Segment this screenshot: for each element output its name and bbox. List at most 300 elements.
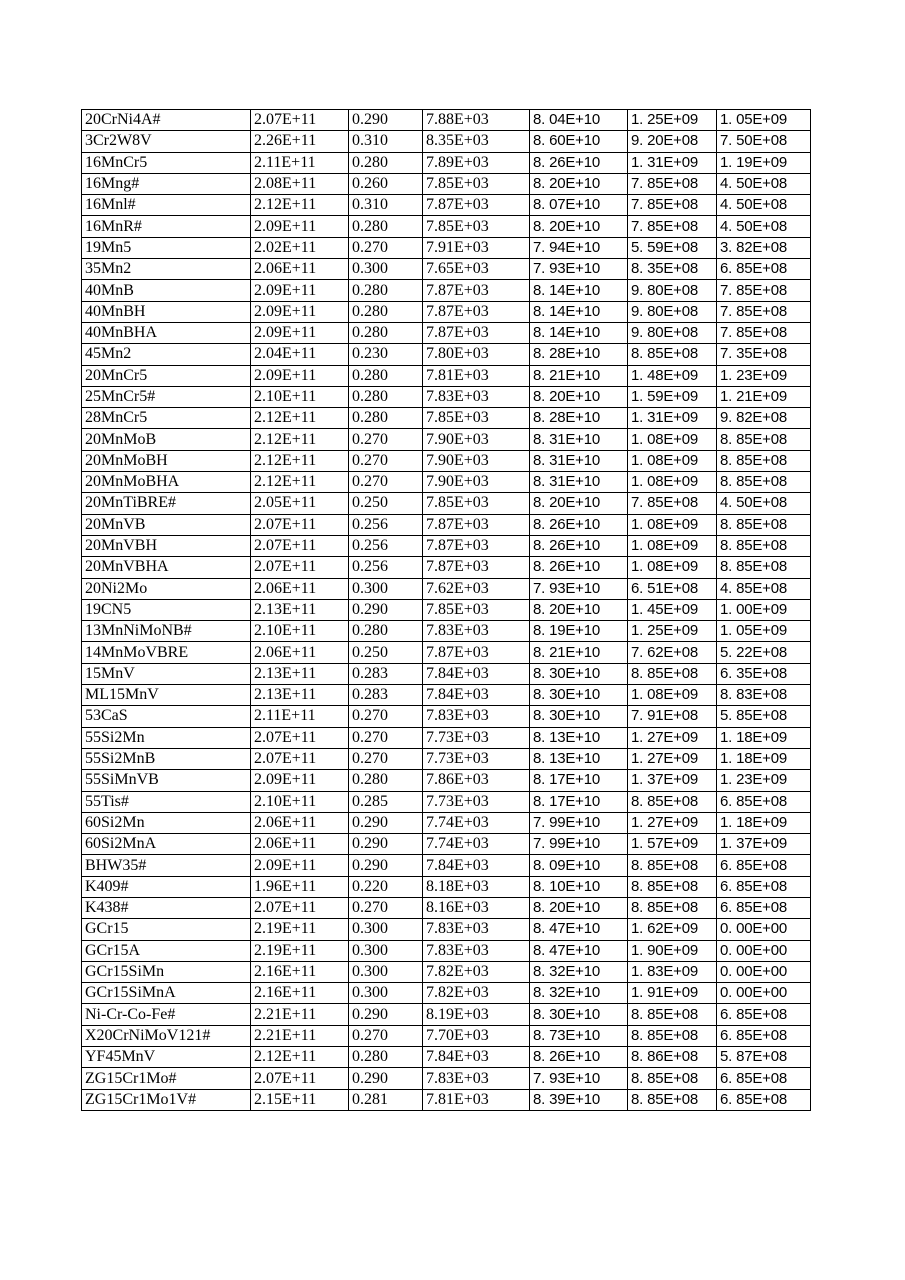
poisson-ratio-cell: 0.250 <box>349 493 423 514</box>
elastic-modulus-cell: 2.07E+11 <box>251 1068 349 1089</box>
elastic-modulus-cell: 2.11E+11 <box>251 152 349 173</box>
elastic-modulus-cell: 2.12E+11 <box>251 195 349 216</box>
material-grade-cell: 20MnTiBRE# <box>82 493 251 514</box>
yield-strength-cell: 1. 23E+09 <box>717 770 811 791</box>
yield-strength-cell: 0. 00E+00 <box>717 983 811 1004</box>
elastic-modulus-cell: 2.09E+11 <box>251 365 349 386</box>
density-cell: 7.83E+03 <box>423 386 530 407</box>
table-row <box>82 408 811 429</box>
poisson-ratio-cell: 0.270 <box>349 727 423 748</box>
yield-strength-cell: 1. 18E+09 <box>717 727 811 748</box>
density-cell: 7.85E+03 <box>423 216 530 237</box>
tensile-strength-cell: 8. 85E+08 <box>628 1089 717 1110</box>
density-cell: 7.85E+03 <box>423 493 530 514</box>
material-grade-cell: Ni-Cr-Co-Fe# <box>82 1004 251 1025</box>
density-cell: 7.62E+03 <box>423 578 530 599</box>
material-grade-cell: 20MnMoB <box>82 429 251 450</box>
poisson-ratio-cell: 0.256 <box>349 535 423 556</box>
table-row <box>82 216 811 237</box>
yield-strength-cell: 6. 35E+08 <box>717 663 811 684</box>
shear-modulus-cell: 8. 14E+10 <box>530 322 628 343</box>
elastic-modulus-cell: 2.09E+11 <box>251 216 349 237</box>
shear-modulus-cell: 8. 32E+10 <box>530 961 628 982</box>
table-row <box>82 621 811 642</box>
material-grade-cell: 40MnBHA <box>82 322 251 343</box>
poisson-ratio-cell: 0.256 <box>349 557 423 578</box>
poisson-ratio-cell: 0.280 <box>349 770 423 791</box>
material-grade-cell: 55SiMnVB <box>82 770 251 791</box>
yield-strength-cell: 1. 18E+09 <box>717 748 811 769</box>
yield-strength-cell: 1. 19E+09 <box>717 152 811 173</box>
shear-modulus-cell: 8. 19E+10 <box>530 621 628 642</box>
poisson-ratio-cell: 0.290 <box>349 1004 423 1025</box>
material-grade-cell: 13MnNiMoNB# <box>82 621 251 642</box>
shear-modulus-cell: 8. 28E+10 <box>530 344 628 365</box>
table-body <box>82 110 811 1111</box>
poisson-ratio-cell: 0.290 <box>349 855 423 876</box>
poisson-ratio-cell: 0.280 <box>349 301 423 322</box>
material-grade-cell: YF45MnV <box>82 1047 251 1068</box>
table-row <box>82 472 811 493</box>
density-cell: 7.83E+03 <box>423 919 530 940</box>
tensile-strength-cell: 1. 08E+09 <box>628 685 717 706</box>
table-row <box>82 897 811 918</box>
table-row <box>82 706 811 727</box>
poisson-ratio-cell: 0.290 <box>349 1068 423 1089</box>
shear-modulus-cell: 8. 30E+10 <box>530 685 628 706</box>
poisson-ratio-cell: 0.270 <box>349 237 423 258</box>
table-row <box>82 727 811 748</box>
poisson-ratio-cell: 0.230 <box>349 344 423 365</box>
poisson-ratio-cell: 0.310 <box>349 195 423 216</box>
shear-modulus-cell: 8. 26E+10 <box>530 535 628 556</box>
shear-modulus-cell: 8. 17E+10 <box>530 791 628 812</box>
density-cell: 7.87E+03 <box>423 557 530 578</box>
poisson-ratio-cell: 0.300 <box>349 919 423 940</box>
elastic-modulus-cell: 2.12E+11 <box>251 429 349 450</box>
poisson-ratio-cell: 0.300 <box>349 961 423 982</box>
tensile-strength-cell: 1. 83E+09 <box>628 961 717 982</box>
yield-strength-cell: 7. 85E+08 <box>717 301 811 322</box>
elastic-modulus-cell: 2.08E+11 <box>251 173 349 194</box>
density-cell: 7.90E+03 <box>423 450 530 471</box>
shear-modulus-cell: 8. 26E+10 <box>530 514 628 535</box>
tensile-strength-cell: 7. 85E+08 <box>628 216 717 237</box>
table-row <box>82 770 811 791</box>
tensile-strength-cell: 1. 37E+09 <box>628 770 717 791</box>
tensile-strength-cell: 1. 59E+09 <box>628 386 717 407</box>
material-grade-cell: 25MnCr5# <box>82 386 251 407</box>
material-grade-cell: ML15MnV <box>82 685 251 706</box>
material-grade-cell: BHW35# <box>82 855 251 876</box>
tensile-strength-cell: 8. 85E+08 <box>628 791 717 812</box>
shear-modulus-cell: 8. 39E+10 <box>530 1089 628 1110</box>
poisson-ratio-cell: 0.270 <box>349 706 423 727</box>
density-cell: 7.84E+03 <box>423 1047 530 1068</box>
poisson-ratio-cell: 0.280 <box>349 216 423 237</box>
density-cell: 7.82E+03 <box>423 961 530 982</box>
table-row <box>82 152 811 173</box>
table-row <box>82 834 811 855</box>
table-row <box>82 748 811 769</box>
shear-modulus-cell: 8. 26E+10 <box>530 1047 628 1068</box>
elastic-modulus-cell: 2.21E+11 <box>251 1025 349 1046</box>
tensile-strength-cell: 1. 08E+09 <box>628 429 717 450</box>
tensile-strength-cell: 8. 85E+08 <box>628 855 717 876</box>
yield-strength-cell: 8. 85E+08 <box>717 450 811 471</box>
tensile-strength-cell: 8. 85E+08 <box>628 344 717 365</box>
tensile-strength-cell: 8. 85E+08 <box>628 663 717 684</box>
yield-strength-cell: 9. 82E+08 <box>717 408 811 429</box>
shear-modulus-cell: 7. 94E+10 <box>530 237 628 258</box>
shear-modulus-cell: 8. 47E+10 <box>530 919 628 940</box>
tensile-strength-cell: 1. 91E+09 <box>628 983 717 1004</box>
elastic-modulus-cell: 2.15E+11 <box>251 1089 349 1110</box>
elastic-modulus-cell: 2.07E+11 <box>251 727 349 748</box>
tensile-strength-cell: 9. 80E+08 <box>628 301 717 322</box>
density-cell: 7.83E+03 <box>423 1068 530 1089</box>
yield-strength-cell: 1. 18E+09 <box>717 812 811 833</box>
poisson-ratio-cell: 0.290 <box>349 599 423 620</box>
tensile-strength-cell: 7. 91E+08 <box>628 706 717 727</box>
tensile-strength-cell: 1. 31E+09 <box>628 152 717 173</box>
table-row <box>82 1068 811 1089</box>
shear-modulus-cell: 8. 21E+10 <box>530 365 628 386</box>
shear-modulus-cell: 7. 93E+10 <box>530 259 628 280</box>
table-row <box>82 642 811 663</box>
poisson-ratio-cell: 0.270 <box>349 429 423 450</box>
shear-modulus-cell: 8. 26E+10 <box>530 152 628 173</box>
tensile-strength-cell: 1. 25E+09 <box>628 621 717 642</box>
yield-strength-cell: 7. 35E+08 <box>717 344 811 365</box>
material-grade-cell: X20CrNiMoV121# <box>82 1025 251 1046</box>
yield-strength-cell: 0. 00E+00 <box>717 919 811 940</box>
shear-modulus-cell: 8. 20E+10 <box>530 173 628 194</box>
material-grade-cell: 16Mnl# <box>82 195 251 216</box>
material-grade-cell: GCr15 <box>82 919 251 940</box>
poisson-ratio-cell: 0.270 <box>349 897 423 918</box>
material-grade-cell: 40MnB <box>82 280 251 301</box>
poisson-ratio-cell: 0.280 <box>349 408 423 429</box>
material-grade-cell: 19CN5 <box>82 599 251 620</box>
tensile-strength-cell: 1. 45E+09 <box>628 599 717 620</box>
table-row <box>82 386 811 407</box>
yield-strength-cell: 1. 37E+09 <box>717 834 811 855</box>
density-cell: 7.88E+03 <box>423 110 530 131</box>
yield-strength-cell: 1. 05E+09 <box>717 621 811 642</box>
shear-modulus-cell: 8. 31E+10 <box>530 429 628 450</box>
density-cell: 7.65E+03 <box>423 259 530 280</box>
density-cell: 7.84E+03 <box>423 663 530 684</box>
poisson-ratio-cell: 0.283 <box>349 685 423 706</box>
yield-strength-cell: 8. 85E+08 <box>717 535 811 556</box>
table-row <box>82 301 811 322</box>
table-row <box>82 855 811 876</box>
shear-modulus-cell: 8. 10E+10 <box>530 876 628 897</box>
shear-modulus-cell: 7. 93E+10 <box>530 578 628 599</box>
tensile-strength-cell: 8. 85E+08 <box>628 1004 717 1025</box>
yield-strength-cell: 8. 85E+08 <box>717 557 811 578</box>
yield-strength-cell: 5. 85E+08 <box>717 706 811 727</box>
yield-strength-cell: 4. 50E+08 <box>717 216 811 237</box>
table-row <box>82 1025 811 1046</box>
density-cell: 8.18E+03 <box>423 876 530 897</box>
poisson-ratio-cell: 0.300 <box>349 259 423 280</box>
material-grade-cell: 16MnCr5 <box>82 152 251 173</box>
yield-strength-cell: 6. 85E+08 <box>717 791 811 812</box>
tensile-strength-cell: 1. 25E+09 <box>628 110 717 131</box>
tensile-strength-cell: 5. 59E+08 <box>628 237 717 258</box>
shear-modulus-cell: 8. 21E+10 <box>530 642 628 663</box>
poisson-ratio-cell: 0.300 <box>349 940 423 961</box>
poisson-ratio-cell: 0.280 <box>349 621 423 642</box>
material-grade-cell: 55Tis# <box>82 791 251 812</box>
density-cell: 7.81E+03 <box>423 1089 530 1110</box>
tensile-strength-cell: 1. 08E+09 <box>628 514 717 535</box>
yield-strength-cell: 4. 50E+08 <box>717 173 811 194</box>
material-grade-cell: 60Si2Mn <box>82 812 251 833</box>
material-grade-cell: 55Si2MnB <box>82 748 251 769</box>
elastic-modulus-cell: 2.09E+11 <box>251 280 349 301</box>
elastic-modulus-cell: 2.13E+11 <box>251 599 349 620</box>
shear-modulus-cell: 8. 09E+10 <box>530 855 628 876</box>
yield-strength-cell: 6. 85E+08 <box>717 1089 811 1110</box>
yield-strength-cell: 8. 83E+08 <box>717 685 811 706</box>
yield-strength-cell: 4. 85E+08 <box>717 578 811 599</box>
elastic-modulus-cell: 2.07E+11 <box>251 748 349 769</box>
density-cell: 7.83E+03 <box>423 621 530 642</box>
elastic-modulus-cell: 2.19E+11 <box>251 919 349 940</box>
shear-modulus-cell: 8. 47E+10 <box>530 940 628 961</box>
material-grade-cell: GCr15SiMn <box>82 961 251 982</box>
density-cell: 7.85E+03 <box>423 173 530 194</box>
tensile-strength-cell: 1. 90E+09 <box>628 940 717 961</box>
material-grade-cell: 20MnCr5 <box>82 365 251 386</box>
shear-modulus-cell: 8. 28E+10 <box>530 408 628 429</box>
poisson-ratio-cell: 0.270 <box>349 472 423 493</box>
shear-modulus-cell: 8. 14E+10 <box>530 280 628 301</box>
table-row <box>82 344 811 365</box>
table-row <box>82 110 811 131</box>
density-cell: 7.90E+03 <box>423 429 530 450</box>
yield-strength-cell: 6. 85E+08 <box>717 855 811 876</box>
yield-strength-cell: 4. 50E+08 <box>717 195 811 216</box>
material-grade-cell: 20MnVB <box>82 514 251 535</box>
poisson-ratio-cell: 0.260 <box>349 173 423 194</box>
elastic-modulus-cell: 2.07E+11 <box>251 535 349 556</box>
poisson-ratio-cell: 0.270 <box>349 1025 423 1046</box>
poisson-ratio-cell: 0.280 <box>349 152 423 173</box>
yield-strength-cell: 0. 00E+00 <box>717 940 811 961</box>
tensile-strength-cell: 1. 27E+09 <box>628 727 717 748</box>
elastic-modulus-cell: 2.06E+11 <box>251 259 349 280</box>
elastic-modulus-cell: 2.19E+11 <box>251 940 349 961</box>
shear-modulus-cell: 7. 99E+10 <box>530 812 628 833</box>
table-row <box>82 450 811 471</box>
shear-modulus-cell: 8. 13E+10 <box>530 727 628 748</box>
tensile-strength-cell: 1. 27E+09 <box>628 812 717 833</box>
poisson-ratio-cell: 0.280 <box>349 1047 423 1068</box>
poisson-ratio-cell: 0.280 <box>349 386 423 407</box>
tensile-strength-cell: 7. 85E+08 <box>628 493 717 514</box>
poisson-ratio-cell: 0.256 <box>349 514 423 535</box>
yield-strength-cell: 6. 85E+08 <box>717 259 811 280</box>
elastic-modulus-cell: 2.11E+11 <box>251 706 349 727</box>
density-cell: 7.87E+03 <box>423 642 530 663</box>
tensile-strength-cell: 1. 08E+09 <box>628 557 717 578</box>
elastic-modulus-cell: 2.13E+11 <box>251 685 349 706</box>
tensile-strength-cell: 1. 08E+09 <box>628 535 717 556</box>
yield-strength-cell: 8. 85E+08 <box>717 429 811 450</box>
poisson-ratio-cell: 0.220 <box>349 876 423 897</box>
material-properties-table <box>81 109 811 1111</box>
elastic-modulus-cell: 2.10E+11 <box>251 791 349 812</box>
shear-modulus-cell: 8. 20E+10 <box>530 216 628 237</box>
tensile-strength-cell: 1. 48E+09 <box>628 365 717 386</box>
density-cell: 7.83E+03 <box>423 706 530 727</box>
table-row <box>82 131 811 152</box>
table-row <box>82 919 811 940</box>
shear-modulus-cell: 8. 31E+10 <box>530 450 628 471</box>
shear-modulus-cell: 8. 30E+10 <box>530 663 628 684</box>
table-row <box>82 365 811 386</box>
density-cell: 7.87E+03 <box>423 322 530 343</box>
material-grade-cell: GCr15A <box>82 940 251 961</box>
material-grade-cell: 60Si2MnA <box>82 834 251 855</box>
density-cell: 7.87E+03 <box>423 514 530 535</box>
poisson-ratio-cell: 0.285 <box>349 791 423 812</box>
density-cell: 8.35E+03 <box>423 131 530 152</box>
yield-strength-cell: 1. 21E+09 <box>717 386 811 407</box>
shear-modulus-cell: 8. 60E+10 <box>530 131 628 152</box>
table-row <box>82 429 811 450</box>
elastic-modulus-cell: 2.21E+11 <box>251 1004 349 1025</box>
shear-modulus-cell: 8. 31E+10 <box>530 472 628 493</box>
density-cell: 7.85E+03 <box>423 408 530 429</box>
yield-strength-cell: 3. 82E+08 <box>717 237 811 258</box>
poisson-ratio-cell: 0.300 <box>349 983 423 1004</box>
poisson-ratio-cell: 0.270 <box>349 748 423 769</box>
shear-modulus-cell: 8. 30E+10 <box>530 1004 628 1025</box>
elastic-modulus-cell: 2.12E+11 <box>251 408 349 429</box>
density-cell: 7.80E+03 <box>423 344 530 365</box>
material-grade-cell: ZG15Cr1Mo1V# <box>82 1089 251 1110</box>
shear-modulus-cell: 8. 13E+10 <box>530 748 628 769</box>
material-grade-cell: 19Mn5 <box>82 237 251 258</box>
material-grade-cell: 3Cr2W8V <box>82 131 251 152</box>
yield-strength-cell: 0. 00E+00 <box>717 961 811 982</box>
table-row <box>82 280 811 301</box>
tensile-strength-cell: 9. 20E+08 <box>628 131 717 152</box>
material-grade-cell: 16MnR# <box>82 216 251 237</box>
table-row <box>82 1004 811 1025</box>
shear-modulus-cell: 8. 07E+10 <box>530 195 628 216</box>
table-row <box>82 259 811 280</box>
material-grade-cell: 35Mn2 <box>82 259 251 280</box>
tensile-strength-cell: 9. 80E+08 <box>628 322 717 343</box>
tensile-strength-cell: 7. 62E+08 <box>628 642 717 663</box>
material-grade-cell: 40MnBH <box>82 301 251 322</box>
elastic-modulus-cell: 2.10E+11 <box>251 621 349 642</box>
density-cell: 7.85E+03 <box>423 599 530 620</box>
yield-strength-cell: 6. 85E+08 <box>717 1068 811 1089</box>
table-row <box>82 535 811 556</box>
table-row <box>82 791 811 812</box>
density-cell: 7.89E+03 <box>423 152 530 173</box>
material-grade-cell: 20MnMoBH <box>82 450 251 471</box>
yield-strength-cell: 4. 50E+08 <box>717 493 811 514</box>
material-grade-cell: K409# <box>82 876 251 897</box>
poisson-ratio-cell: 0.290 <box>349 110 423 131</box>
elastic-modulus-cell: 2.26E+11 <box>251 131 349 152</box>
table-row <box>82 599 811 620</box>
table-row <box>82 493 811 514</box>
yield-strength-cell: 5. 22E+08 <box>717 642 811 663</box>
tensile-strength-cell: 1. 27E+09 <box>628 748 717 769</box>
table-row <box>82 322 811 343</box>
tensile-strength-cell: 8. 85E+08 <box>628 876 717 897</box>
yield-strength-cell: 6. 85E+08 <box>717 1004 811 1025</box>
density-cell: 7.84E+03 <box>423 685 530 706</box>
material-grade-cell: 20MnVBH <box>82 535 251 556</box>
table-row <box>82 514 811 535</box>
elastic-modulus-cell: 2.05E+11 <box>251 493 349 514</box>
tensile-strength-cell: 8. 35E+08 <box>628 259 717 280</box>
poisson-ratio-cell: 0.281 <box>349 1089 423 1110</box>
shear-modulus-cell: 8. 73E+10 <box>530 1025 628 1046</box>
poisson-ratio-cell: 0.290 <box>349 834 423 855</box>
tensile-strength-cell: 7. 85E+08 <box>628 173 717 194</box>
density-cell: 7.73E+03 <box>423 748 530 769</box>
elastic-modulus-cell: 2.12E+11 <box>251 1047 349 1068</box>
density-cell: 8.16E+03 <box>423 897 530 918</box>
elastic-modulus-cell: 2.10E+11 <box>251 386 349 407</box>
poisson-ratio-cell: 0.280 <box>349 322 423 343</box>
poisson-ratio-cell: 0.290 <box>349 812 423 833</box>
yield-strength-cell: 1. 00E+09 <box>717 599 811 620</box>
tensile-strength-cell: 1. 31E+09 <box>628 408 717 429</box>
elastic-modulus-cell: 2.06E+11 <box>251 642 349 663</box>
elastic-modulus-cell: 2.04E+11 <box>251 344 349 365</box>
elastic-modulus-cell: 2.16E+11 <box>251 961 349 982</box>
material-grade-cell: GCr15SiMnA <box>82 983 251 1004</box>
density-cell: 7.87E+03 <box>423 535 530 556</box>
elastic-modulus-cell: 2.07E+11 <box>251 557 349 578</box>
tensile-strength-cell: 9. 80E+08 <box>628 280 717 301</box>
yield-strength-cell: 8. 85E+08 <box>717 514 811 535</box>
poisson-ratio-cell: 0.250 <box>349 642 423 663</box>
shear-modulus-cell: 8. 20E+10 <box>530 897 628 918</box>
elastic-modulus-cell: 2.09E+11 <box>251 301 349 322</box>
material-grade-cell: ZG15Cr1Mo# <box>82 1068 251 1089</box>
yield-strength-cell: 6. 85E+08 <box>717 876 811 897</box>
density-cell: 7.87E+03 <box>423 280 530 301</box>
density-cell: 7.70E+03 <box>423 1025 530 1046</box>
material-grade-cell: 20MnMoBHA <box>82 472 251 493</box>
tensile-strength-cell: 1. 62E+09 <box>628 919 717 940</box>
poisson-ratio-cell: 0.283 <box>349 663 423 684</box>
shear-modulus-cell: 8. 32E+10 <box>530 983 628 1004</box>
shear-modulus-cell: 7. 93E+10 <box>530 1068 628 1089</box>
material-grade-cell: 20MnVBHA <box>82 557 251 578</box>
table-row <box>82 940 811 961</box>
density-cell: 7.73E+03 <box>423 727 530 748</box>
density-cell: 7.86E+03 <box>423 770 530 791</box>
elastic-modulus-cell: 2.12E+11 <box>251 450 349 471</box>
yield-strength-cell: 7. 85E+08 <box>717 322 811 343</box>
elastic-modulus-cell: 2.02E+11 <box>251 237 349 258</box>
tensile-strength-cell: 8. 85E+08 <box>628 1068 717 1089</box>
